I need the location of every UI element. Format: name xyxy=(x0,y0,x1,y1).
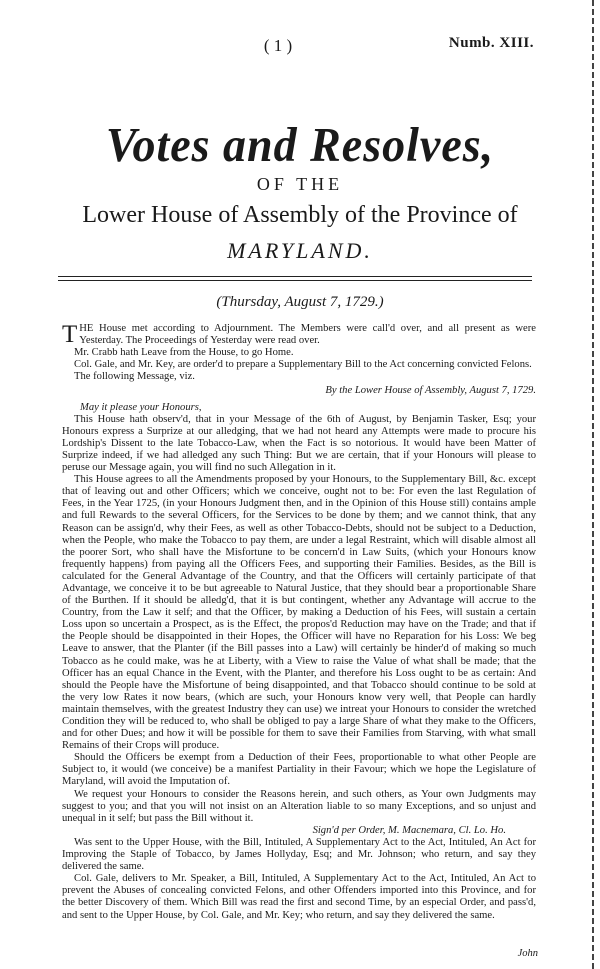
paragraph-opening xyxy=(62,323,536,347)
paragraph: Col. Gale, and Mr. Key, are order'd to prepare a Supplementary Bill to the Act concerning convicted Felons. xyxy=(74,359,532,371)
issue-number: Numb. XIII. xyxy=(448,35,534,51)
province-name: MARYLAND. xyxy=(227,238,373,263)
paragraph: Col. Gale, delivers to Mr. Speaker, a Bill, Intituled, A Supplementary Act to the Act, Intituled, An Act to prevent the Abuses of concealing convicted Felons, and other Offenders imported into this Province, and for the better Discovery of them. Which Bill was read the first and second Time, by an especial Order, and pass'd, and sent to the Upper House, by Col. Gale, and Mr. Key; who return, and say they delivered the same. xyxy=(62,873,536,921)
paragraph: Was sent to the Upper House, with the Bill, Intituled, A Supplementary Act to the Act, Intituled, An Act for Improving the Staple of Tobacco, by James Hollyday, Esq; and Mr. Johnson; who return, and say they delivered the same. xyxy=(62,836,536,873)
document-title: Votes and Resolves, xyxy=(105,117,495,172)
document-subtitle: Lower House of Assembly of the Province of xyxy=(82,202,518,228)
document-body xyxy=(62,323,536,922)
paragraph: Should the Officers be exempt from a Deduction of their Fees, proportionable to what other People are Subject to, it would (we conceive) be a manifest Partiality in their Favour; which we hope the Legislature of Maryland, will avoid the Imputation of. xyxy=(62,752,536,788)
paragraph: Mr. Crabb hath Leave from the House, to go Home. xyxy=(74,347,294,359)
paragraph-text: HE House met according to Adjournment. The Members were call'd over, and all present as were Yesterday. The Proceedings of Yesterday were read over. xyxy=(79,323,536,347)
salutation: May it please your Honours, xyxy=(80,401,202,413)
paragraph: We request your Honours to consider the Reasons herein, and such others, as Your own Judgments may suggest to you; and that you will not insist on an Alteration liable to so many Exceptions, and so unjust and unequal in it self; but pass the Bill without it. xyxy=(62,788,536,824)
paragraph: This House hath observ'd, that in your Message of the 6th of August, by Benjamin Tasker, Esq; your Honours express a Surprize at our alledging, that we had not heard any Attempts were made to procure his Lordship's Dissent to the late Tobacco-Law, when the Fact is so notorious. It would have been Matter of Surprize indeed, if we had alledged any such Thing: But we are certain, that if your Honours will please to peruse our Message again, you will find no such Allegation in it. xyxy=(62,413,536,474)
message-heading: By the Lower House of Assembly, August 7, 1729. xyxy=(325,385,536,397)
title-of-the: OF THE xyxy=(256,174,344,194)
paragraph: The following Message, viz. xyxy=(74,371,195,383)
drop-cap: T xyxy=(62,321,78,348)
title-rule xyxy=(58,276,532,277)
paragraph: This House agrees to all the Amendments proposed by your Honours, to the Supplementary Bill, &c. except that of leaving out and other Officers; which we conceive, ought not to be: For even the last Regulation of Fees, in the Year 1725, (in your Honours Judgment then, and in the Opinion of this House still) contains ample and full Rewards to the several Officers, for the Services to be done by them; and we cannot think, that any Reason can be assign'd, why their Fees, as well as other Tobacco-Debts, should not be subject to a Deduction, when the People, who make the Tobacco to pay them, are under a legal Restraint, which will disable almost all the poorer Sort, who shall have the Misfortune to be concern'd in Law Suits, (which your Honours know frequently happens) from paying all the Officers Fees, and supporting their Families. Besides, as the Bill is calculated for the General Advantage of the Country, and that the Officers will certainly participate of that Advantage, we conceive it to be but agreeable to Natural Justice, that they should bear a proportionable Share of the Burthen. If it should be alledg'd, that it is but contingent, whether any Advantage will accrue to the Country, from the Law it self; and that the Officer, by making a Deduction of his Fees, will sustain a certain Loss upon so uncertain a Prospect, as is the Effect, the propos'd Reduction may have on the Trade; and that if the People should be disappointed in their Hopes, the Officer will have no Reparation for his Loss: We beg Leave to answer, that the Planter (if the Bill passes into a Law) will certainly be hinder'd of making so much Tobacco as he could make, was he at Liberty, with a View to raise the Value of what shall be made; that the Officer has an equal Chance in the Event, with the Planter, and therefore his Loss ought to be as certain: And should the People have the Misfortune of being disappointed, and that Tobacco should continue to be sold at the very low Rates it now bears, (which are such, your Honours know very well, that People can hardly maintain themselves, with the greatest Industry they can use) we intreat your Honours to consider the wretched Condition they will be reduced to, who shall be obliged to pay a large Share of what they make to the Officers, and for other Dues; and how it will be possible for them to save their Families from Starving, with what small Remains of their Crops will produce. xyxy=(62,474,536,752)
date-line: (Thursday, August 7, 1729.) xyxy=(216,294,384,310)
title-rule-thin xyxy=(58,280,532,281)
signature-line: Sign'd per Order, M. Macnemara, Cl. Lo. Ho. xyxy=(312,824,506,836)
catchword: John xyxy=(517,948,538,959)
page-number: ( 1 ) xyxy=(263,36,293,55)
